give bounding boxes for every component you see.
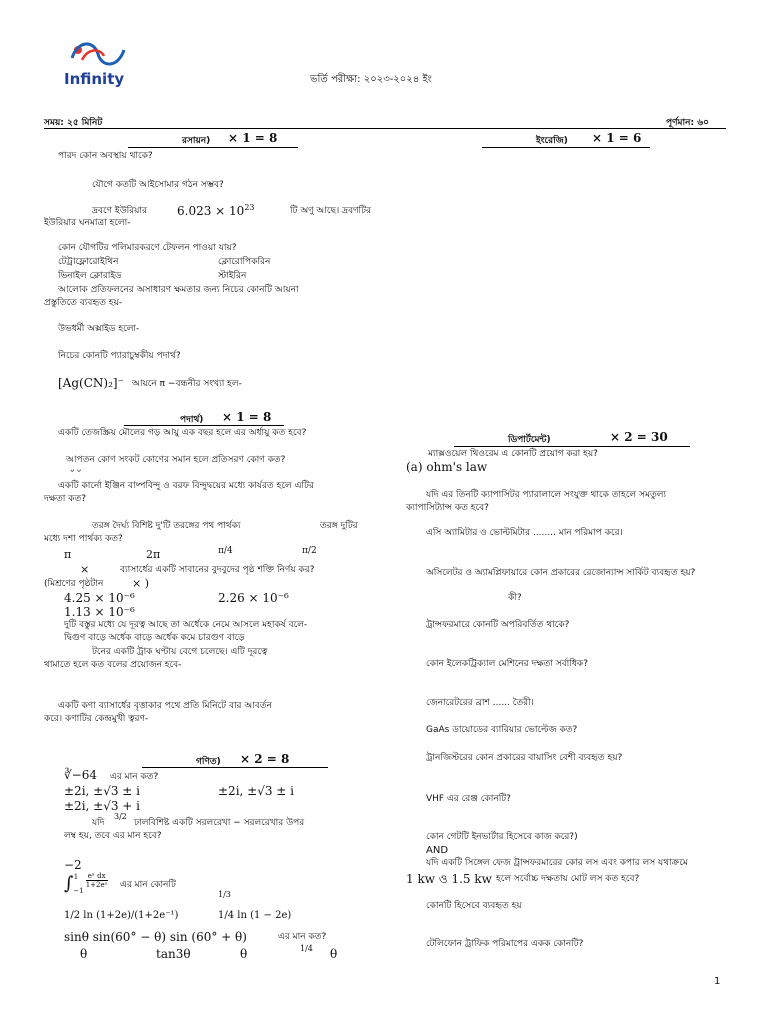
dept-q6: ট্রান্সফরমারে কোনটি অপরিবর্তিত থাকে?	[426, 620, 570, 630]
chem-q3-c: ইউরিয়ার ঘনমাত্রা হলো-	[44, 218, 131, 228]
phys-q5-option-2: 2.26 × 10⁻⁶	[218, 591, 289, 605]
math-q3-option-3: 1/4 ln (1 − 2e)	[218, 910, 292, 921]
dept-q14: কোনটি হিসেবে ব্যবহৃত হয়	[426, 901, 522, 911]
phys-q4-option-2: 2π	[146, 548, 161, 561]
math-q3-text: এর মান কোনটি	[120, 880, 176, 890]
math-q1-option-2: ±2i, ±√3 ± i	[218, 784, 295, 798]
phys-q1: একটি তেজস্ক্রিয় মৌলের গড় আয়ু এক বছর হলে এর অর্ধায়ু কত হবে?	[58, 428, 307, 438]
math-q1-text: এর মান কত?	[110, 772, 159, 782]
math-q4-option-4: 1/4	[300, 944, 313, 953]
phys-q2: আপতন কোণ সংকট কোণের সমান হলে প্রতিসরণ কোণ কত?	[66, 455, 286, 465]
math-q1-option-3: ±2i, ±√3 + i	[64, 799, 141, 813]
chem-q5-a: আলোক প্রতিফলনের অসাধারণ ক্ষমতার জন্য নিচের কোনটি আয়না	[58, 285, 299, 295]
dept-q13-b: হলে সর্বোচ্চ দক্ষতায় মোট লস কত হবে?	[496, 874, 640, 884]
phys-q5-times: ×	[80, 563, 90, 576]
chem-q8-text: আয়নে π −বন্ধনীর সংখ্যা হল-	[132, 379, 242, 389]
math-q3-option-2: 1/2 ln (1+2e)/(1+2e⁻¹)	[64, 910, 179, 921]
chem-q3-a: দ্রবণে ইউরিয়ার	[92, 206, 147, 216]
section-department-marks: × 2 = 30	[610, 430, 668, 444]
math-q4-option-5: θ	[330, 947, 338, 961]
math-q2-a: যদি	[92, 818, 105, 828]
phys-q3-a: একটি কার্নো ইঞ্জিন বাষ্পবিন্দু ও বরফ বিন্দুদ্বয়ের মধ্যে কার্যরত হলে এটির	[58, 481, 314, 491]
math-q2-slope: 3/2	[114, 812, 127, 821]
section-department: ডিপার্টমেন্ট)	[508, 435, 551, 445]
exam-title: ভর্তি পরীক্ষা: ২০২৩-২০২৪ ইং	[310, 74, 432, 85]
dept-q5: কী?	[508, 593, 522, 603]
math-q4-option-2: tan3θ	[156, 947, 191, 961]
chem-q3-b: টি অণু আছে। দ্রবণটির	[290, 206, 371, 216]
chem-q4-option-4: স্টাইরিন	[218, 271, 247, 281]
phys-q4-option-1: π	[64, 548, 72, 561]
math-q2-option: −2	[64, 858, 82, 872]
phys-q7-a: টনের একটি ট্রাক ঘণ্টায় বেগে চলেছে। এটি দূরত্বে	[92, 647, 268, 657]
phys-q4-b: মধ্যে দশা পার্থক্য কত?	[44, 534, 123, 544]
phys-q6-options: দ্বিগুণ বাড়ে অর্ধেক বাড়ে অর্ধেক কমে চারগুণ বাড়ে	[64, 633, 245, 643]
dept-q2-b: ক্যাপাসিট্যান্স কত হবে?	[406, 503, 489, 513]
section-math: গণিত)	[196, 757, 221, 767]
math-q3-option-1: 1/3	[218, 890, 231, 899]
dept-q12: কোন গেটটি ইনভার্টার হিসেবে কাজ করে?)	[426, 832, 578, 842]
chem-q4-option-1: টেট্রাফ্লোরোইথিন	[58, 257, 119, 267]
phys-q5-option-1: 4.25 × 10⁻⁶	[64, 591, 135, 605]
chem-q1: পারদ কোন অবস্থায় থাকে?	[58, 151, 153, 161]
phys-q4-a2: তরঙ্গ দুটির	[320, 521, 358, 531]
chem-q4-option-2: ক্লোরোপিকরিন	[218, 257, 271, 267]
dept-q12-option: AND	[426, 845, 449, 856]
section-math-marks: × 2 = 8	[240, 752, 290, 766]
logo	[64, 38, 134, 90]
section-english-marks: × 1 = 6	[592, 131, 642, 145]
dept-q1-option: (a) ohm's law	[406, 460, 488, 474]
dept-q4: অসিলেটর ও অ্যামপ্লিফায়ারে কোন প্রকারের রেজোন্যান্স সার্কিট ব্যবহৃত হয়?	[426, 568, 696, 578]
section-physics-marks: × 1 = 8	[222, 410, 272, 424]
chem-q2: যৌগে কতটি আইসোমার গঠন সম্ভব?	[92, 180, 224, 190]
dept-q11: VHF এর রেঞ্জ কোনটি?	[426, 794, 511, 804]
math-q4-option-1: θ	[80, 947, 88, 961]
chem-q3-math: $6.023 \times 10^{23}$	[177, 203, 255, 218]
phys-q5-b: (মিশ্রণের পৃষ্ঠটান	[44, 579, 104, 589]
full-marks: পূর্ণমান: ৬০	[666, 118, 709, 128]
dept-q3: এসি অ্যামিটার ও ভোল্টমিটার ........ মান পরিমাপ করে।	[426, 528, 623, 538]
dept-q2-a: যদি এর তিনটি ক্যাপাসিটর প্যারালালে সংযুক্ত থাকে তাহলে সমতুল্য	[426, 490, 667, 500]
section-chemistry: রসায়ন)	[182, 136, 211, 146]
exam-time: সময়: ২৫ মিনিট	[44, 118, 103, 128]
section-chemistry-marks: × 1 = 8	[228, 131, 278, 145]
dept-q7: কোন ইলেকট্রিক্যাল মেশিনের দক্ষতা সর্বাধিক?	[426, 659, 588, 669]
math-q1-option-1: ±2i, ±√3 ± i	[64, 784, 141, 798]
dept-q10: ট্রানজিস্টরের কোন প্রকারের বায়াসিং বেশী ব্যবহৃত হয়?	[426, 753, 623, 763]
logo-icon	[64, 38, 134, 72]
phys-q3-b: দক্ষতা কত?	[44, 494, 87, 504]
phys-q4-option-4: π/2	[302, 546, 317, 556]
chem-q4-option-3: ভিনাইল ক্লোরাইড	[58, 271, 122, 281]
math-q1-expr: ∛−64	[64, 768, 97, 782]
section-english: ইংরেজি)	[536, 136, 568, 146]
header-rule	[44, 128, 726, 129]
math-q4-text: এর মান কত?	[278, 932, 327, 942]
phys-q7-b: থামাতে হলে কত বলের প্রয়োজন হবে-	[44, 660, 182, 670]
dept-q8: জেনারেটরের ব্রাশ ...... তৈরী।	[426, 698, 534, 708]
math-q2-c: লম্ব হয়, তবে এর মান হবে?	[64, 831, 162, 841]
phys-q6-a: দুটি বস্তুর মধ্যে যে দূরত্ব আছে তা অর্ধেকে নেমে আসলে মহাকর্ষ বলে-	[64, 620, 308, 630]
chem-q5-b: প্রস্তুতিতে ব্যবহৃত হয়-	[44, 298, 122, 308]
dept-q13-values: 1 kw ও 1.5 kw	[406, 872, 492, 886]
dept-q9: GaAs ডায়োডের ব্যারিয়ার ভোল্টেজ কত?	[426, 725, 578, 735]
phys-q8-a: একটি কণা ব্যাসার্ধের বৃত্তাকার পথে প্রতি মিনিটে বার আবর্তন	[58, 701, 273, 711]
chem-q6: উভধর্মী অক্সাইড হলো-	[58, 324, 140, 334]
math-q4-option-3: θ	[240, 947, 248, 961]
section-math-rule	[142, 767, 328, 768]
math-q2-b: ঢালবিশিষ্ট একটি সরলরেখা − সরলরেখার উপর	[134, 818, 305, 828]
section-department-rule	[454, 446, 690, 447]
section-physics: পদার্থ)	[180, 415, 204, 425]
phys-q5-a: ব্যাসার্ধের একটি সাবানের বুদবুদের পৃষ্ঠ শক্তি নির্ণয় কর?	[120, 565, 315, 575]
phys-q5-b2: × )	[132, 577, 150, 590]
dept-q15: টেলিফোন ট্রাফিক পরিমাপের একক কোনটি?	[426, 939, 584, 949]
dept-q13-a: যদি একটি সিঙ্গেল ফেজ ট্রান্সফরমারের কোর লস এবং কপার লস যথাক্রমে	[426, 858, 688, 868]
section-english-rule	[482, 147, 650, 148]
math-q4-expr: sinθ sin(60° − θ) sin (60° + θ)	[64, 930, 247, 944]
page-number: 1	[714, 976, 721, 987]
chem-q7: নিচের কোনটি প্যারাচুম্বকীয় পদার্থ?	[58, 351, 181, 361]
chem-q4: কোন যৌগটির পলিমারকরণে টেফলন পাওয়া যায়?	[58, 243, 237, 253]
phys-q5-option-3: 1.13 × 10⁻⁶	[64, 605, 135, 619]
phys-q4-a: তরঙ্গ দৈর্ঘ্য বিশিষ্ট দু'টি তরঙ্গের পথ পার্থক্য	[92, 521, 241, 531]
phys-q2-degree-marks: ০ ০	[70, 466, 82, 474]
logo-text: Infinity	[64, 70, 125, 88]
phys-q8-b: করে। কণাটির কেন্দ্রমুখী ত্বরণ-	[44, 714, 149, 724]
section-physics-rule	[124, 425, 284, 426]
math-q3-integral: $\int_{-1}^1$ $\frac{\text{eˣ dx}}{\text{1+2eˣ}}$	[64, 872, 108, 895]
chem-q8-math: [Ag(CN)₂]⁻	[58, 376, 124, 390]
section-chemistry-rule	[128, 147, 298, 148]
phys-q4-option-3: π/4	[218, 546, 233, 556]
dept-q1: ম্যাক্সওয়েল থিওরেম এ কোনটি প্রয়োগ করা হয়?	[428, 449, 598, 459]
